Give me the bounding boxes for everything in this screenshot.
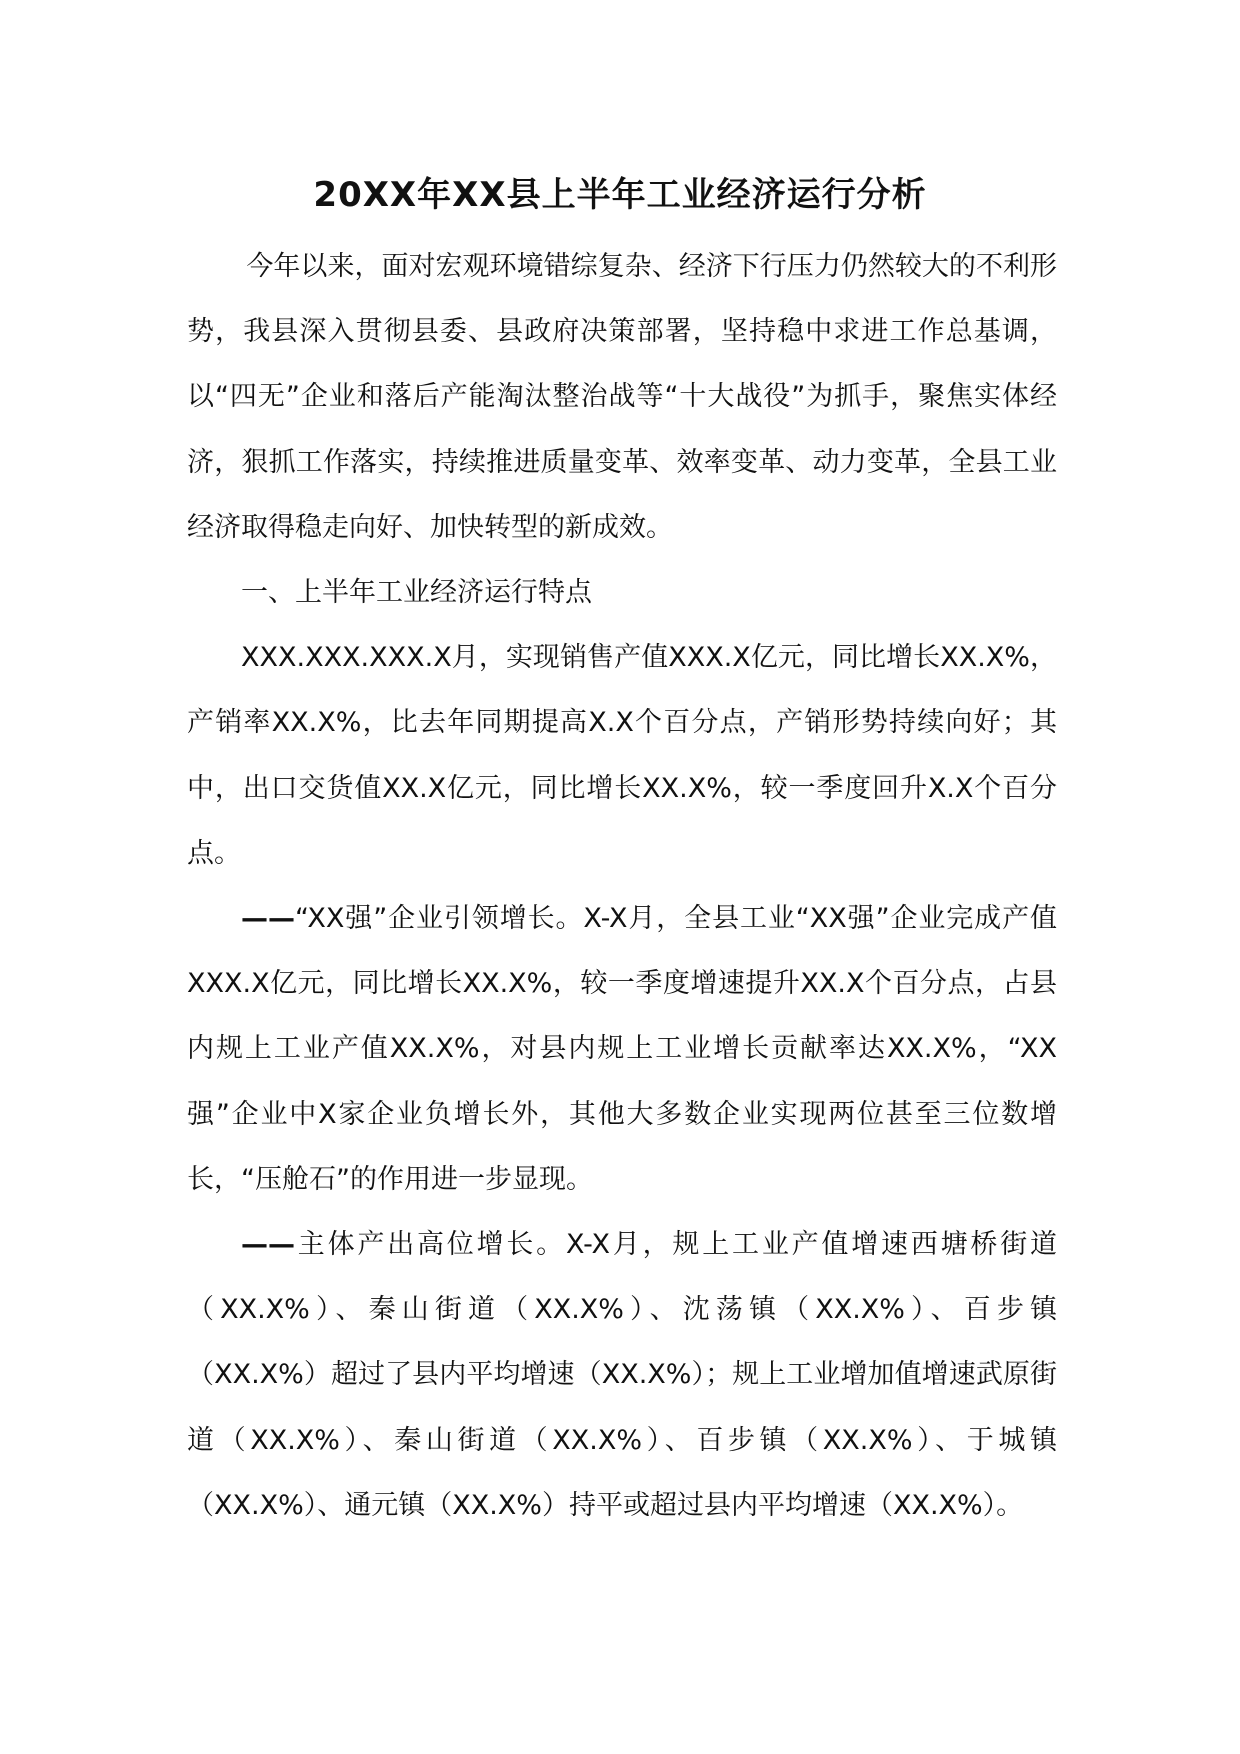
paragraph-text: 一、上半年工业经济运行特点 [241,577,592,609]
paragraph-sales [187,625,1057,886]
document-body [187,234,1057,1538]
em-dash-lead: —— [241,1229,295,1261]
document-title: 20XX年XX县上半年工业经济运行分析 [313,175,927,215]
em-dash-lead: —— [241,903,295,935]
paragraph-text: 今年以来，面对宏观环境错综复杂、经济下行压力仍然较大的不利形势，我县深入贯彻县委、县政府决策部署，坚持稳中求进工作总基调，以“四无”企业和落后产能淘汰整治战等“十大战役”为抓手，聚焦实体经济，狠抓工作落实，持续推进质量变革、效率变革、动力变革，全县工业经济取得稳走向好、加快转型的新成效。 [187,251,1057,543]
paragraph-text: XXX.XXX.XXX.X月，实现销售产值XXX.X亿元，同比增长XX.X%，产销率XX.X%，比去年同期提高X.X个百分点，产销形势持续向好；其中，出口交货值XX.X亿元，同比增长XX.X%，较一季度回升X.X个百分点。 [187,642,1057,869]
paragraph-text: 主体产出高位增长。X-X月，规上工业产值增速西塘桥街道（XX.X%）、秦山街道（XX.X%）、沈荡镇（XX.X%）、百步镇（XX.X%）超过了县内平均增速（XX.X%）；规上工业增加值增速武原街道（XX.X%）、秦山街道（XX.X%）、百步镇（XX.X%）、于城镇（XX.X%）、通元镇（XX.X%）持平或超过县内平均增速（XX.X%）。 [187,1229,1057,1521]
paragraph-main-output [187,1212,1057,1538]
paragraph-text: “XX强”企业引领增长。X-X月，全县工业“XX强”企业完成产值XXX.X亿元，同比增长XX.X%，较一季度增速提升XX.X个百分点，占县内规上工业产值XX.X%，对县内规上工业增长贡献率达XX.X%，“XX强”企业中X家企业负增长外，其他大多数企业实现两位甚至三位数增长，“压舱石”的作用进一步显现。 [187,903,1057,1195]
paragraph-intro [187,234,1057,560]
paragraph-top-enterprises [187,886,1057,1212]
section-heading [187,560,1057,625]
